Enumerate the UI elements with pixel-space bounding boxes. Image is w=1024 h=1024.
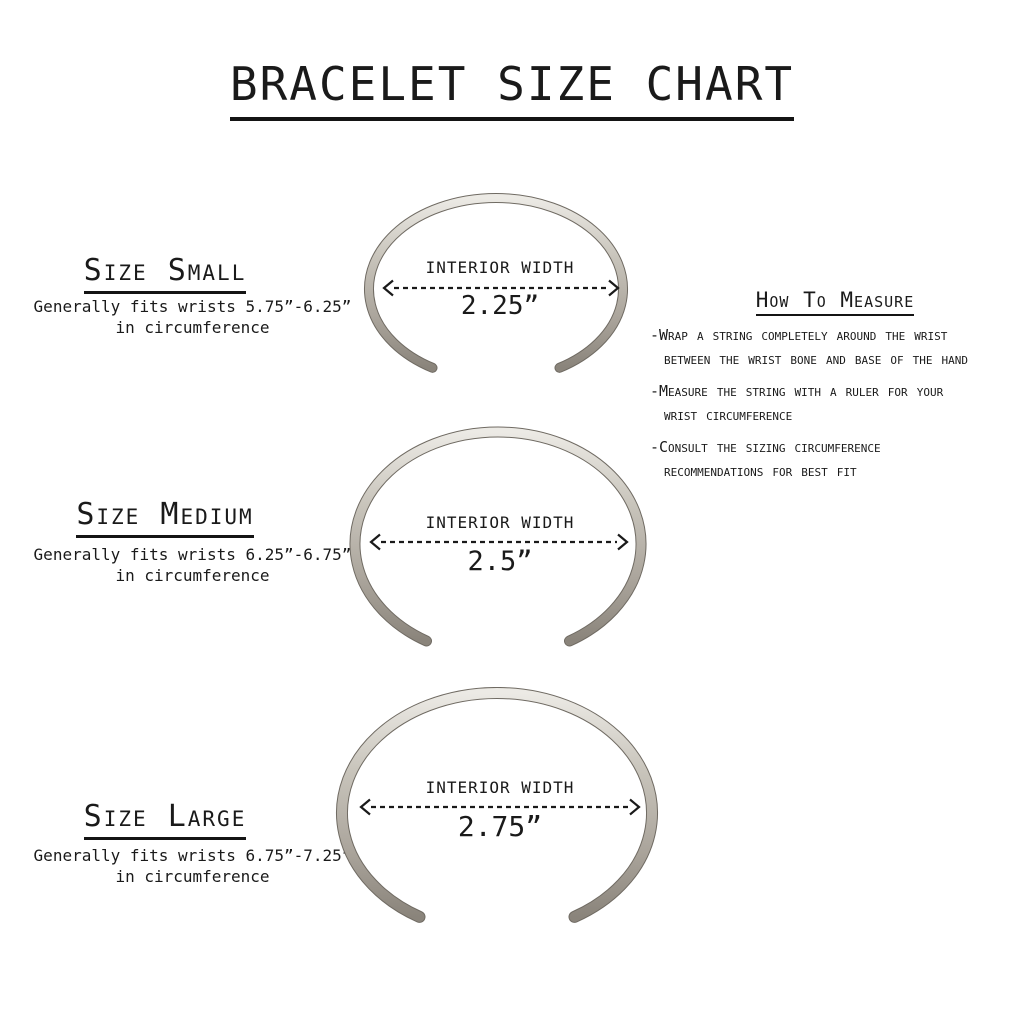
size-large-description: [20, 845, 365, 887]
measure-step-2: -Measure the string with a ruler for your wrist circumference: [650, 382, 944, 424]
interior-width-label-medium: INTERIOR WIDTH: [425, 513, 575, 532]
size-small-fits-range: Generally fits wrists 5.75”-6.25”: [33, 297, 352, 316]
measure-step-1: -Wrap a string completely around the wrist between the wrist bone and base of the hand: [650, 326, 969, 368]
size-large-fits-range: Generally fits wrists 6.75”-7.25”: [33, 846, 352, 865]
size-medium-fits-unit: in circumference: [115, 566, 270, 585]
size-small-description: [20, 296, 365, 338]
interior-width-label-small: INTERIOR WIDTH: [425, 258, 575, 277]
size-small-heading: Size Small: [40, 256, 290, 294]
size-medium-heading: Size Medium: [40, 500, 290, 538]
measure-step-3: -Consult the sizing circumference recommendations for best fit: [650, 438, 881, 480]
how-to-measure-heading: How To Measure: [700, 290, 970, 316]
size-medium-fits-range: Generally fits wrists 6.25”-6.75”: [33, 545, 352, 564]
how-to-measure-list: [650, 323, 1022, 491]
size-large-heading: Size Large: [40, 802, 290, 840]
size-medium-description: [20, 544, 365, 586]
interior-width-label-large: INTERIOR WIDTH: [425, 778, 575, 797]
size-large-fits-unit: in circumference: [115, 867, 270, 886]
size-small-fits-unit: in circumference: [115, 318, 270, 337]
interior-width-value-medium: 2.5”: [467, 546, 533, 577]
interior-width-value-small: 2.25”: [460, 291, 540, 321]
interior-width-value-large: 2.75”: [457, 810, 543, 843]
page-title: BRACELET SIZE CHART: [0, 60, 1024, 121]
